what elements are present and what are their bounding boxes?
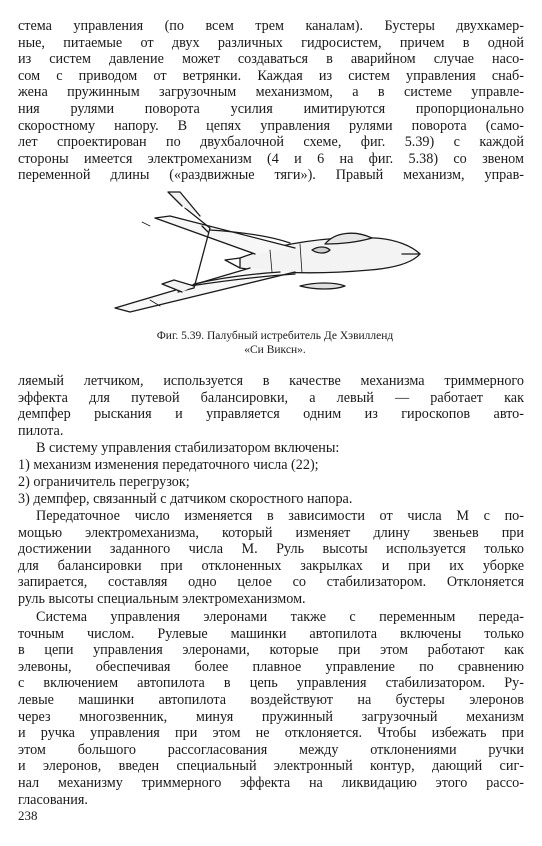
paragraph-1: [18, 18, 524, 184]
text-line: через многозвенник, минуя пружинный загрузочный механизм: [18, 708, 524, 725]
text-line: с включением автопилота в цепь управления стабилизатором. Ру-: [18, 675, 524, 692]
text-line: эффекта для путевой балансировки, а левый — работает как: [18, 389, 524, 406]
text-line: левые машинки автопилота воздействуют на бустеры элеронов: [18, 691, 524, 708]
text-line: лет спроектирован по двухбалочной схеме, фиг. 5.39) с каждой: [18, 134, 524, 151]
text-line: точным числом. Рулевые машинки автопилота включены только: [18, 625, 524, 642]
paragraph-4: [18, 609, 524, 808]
text-line: из систем давление может создаваться в аварийном случае насо-: [18, 51, 524, 68]
text-line: и ручка управления при этом не отклоняется. Чтобы избежать при: [18, 725, 524, 742]
text-line: в цепи управления элеронами, которые при этом работают как: [18, 642, 524, 659]
text-line: переменной длины («раздвижные тяги»). Правый механизм, управ-: [18, 167, 524, 184]
text-line: гласования.: [18, 791, 88, 808]
text-line: пилота.: [18, 422, 64, 439]
text-line: ния рулями поворота усилия имитируются пропорционально: [18, 100, 524, 117]
text-line: ляемый летчиком, используется в качестве механизма триммерного: [18, 373, 524, 389]
text-line: Передаточное число изменяется в зависимости от числа М с по-: [36, 508, 524, 524]
aircraft-illustration: [90, 188, 440, 323]
list-item-1: 1) механизм изменения передаточного числа (22);: [18, 457, 319, 473]
text-line: этом большого рассогласования между отклонениями ручки: [18, 741, 524, 758]
text-line: запирается, составляя одно целое со стабилизатором. Отклоняется: [18, 574, 524, 591]
text-line: элевоны, обеспечивая более плавное управление по сравнению: [18, 658, 524, 675]
caption-line: «Си Виксн».: [244, 343, 306, 356]
text-line: руль высоты специальным электромеханизмом.: [18, 590, 306, 607]
text-line: стема управления (по всем трем каналам). Бустеры двухкамер-: [18, 18, 524, 34]
list-item-2: 2) ограничитель перегрузок;: [18, 474, 190, 490]
text-line: сом с приводом от ветрянки. Каждая из систем управления снаб-: [18, 67, 524, 84]
text-line: ные, питаемые от двух различных гидросистем, причем в одной: [18, 34, 524, 51]
text-line: мощью электромеханизма, который изменяет длину звеньев при: [18, 524, 524, 541]
figure-caption: [110, 330, 440, 357]
text-line: скоростному напору. В цепях управления рулями поворота (само-: [18, 117, 524, 134]
text-line: жена пружинным загрузочным механизмом, а в системе управле-: [18, 84, 524, 101]
paragraph-3: [18, 508, 524, 608]
text-line: демпфер рыскания и управляется одним из гироскопов авто-: [18, 406, 524, 423]
text-line: стороны имеется электромеханизм (4 и 6 на фиг. 5.38) со звеном: [18, 150, 524, 167]
page-number: 238: [18, 808, 38, 823]
text-line: достижении заданного числа М. Руль высоты используется только: [18, 541, 524, 558]
text-line: Система управления элеронами также с переменным переда-: [36, 609, 524, 625]
text-line: нал механизму триммерного эффекта на ликвидацию этого рассо-: [18, 774, 524, 791]
caption-line: Фиг. 5.39. Палубный истребитель Де Хэвилленд: [156, 330, 394, 342]
list-intro: В систему управления стабилизатором включены:: [36, 440, 340, 456]
text-line: и элеронов, введен специальный электронный контур, дающий сиг-: [18, 758, 524, 775]
paragraph-2: [18, 373, 524, 439]
list-item-3: 3) демпфер, связанный с датчиком скоростного напора.: [18, 491, 353, 507]
text-line: для балансировки при отклоненных закрылках и при их уборке: [18, 557, 524, 574]
